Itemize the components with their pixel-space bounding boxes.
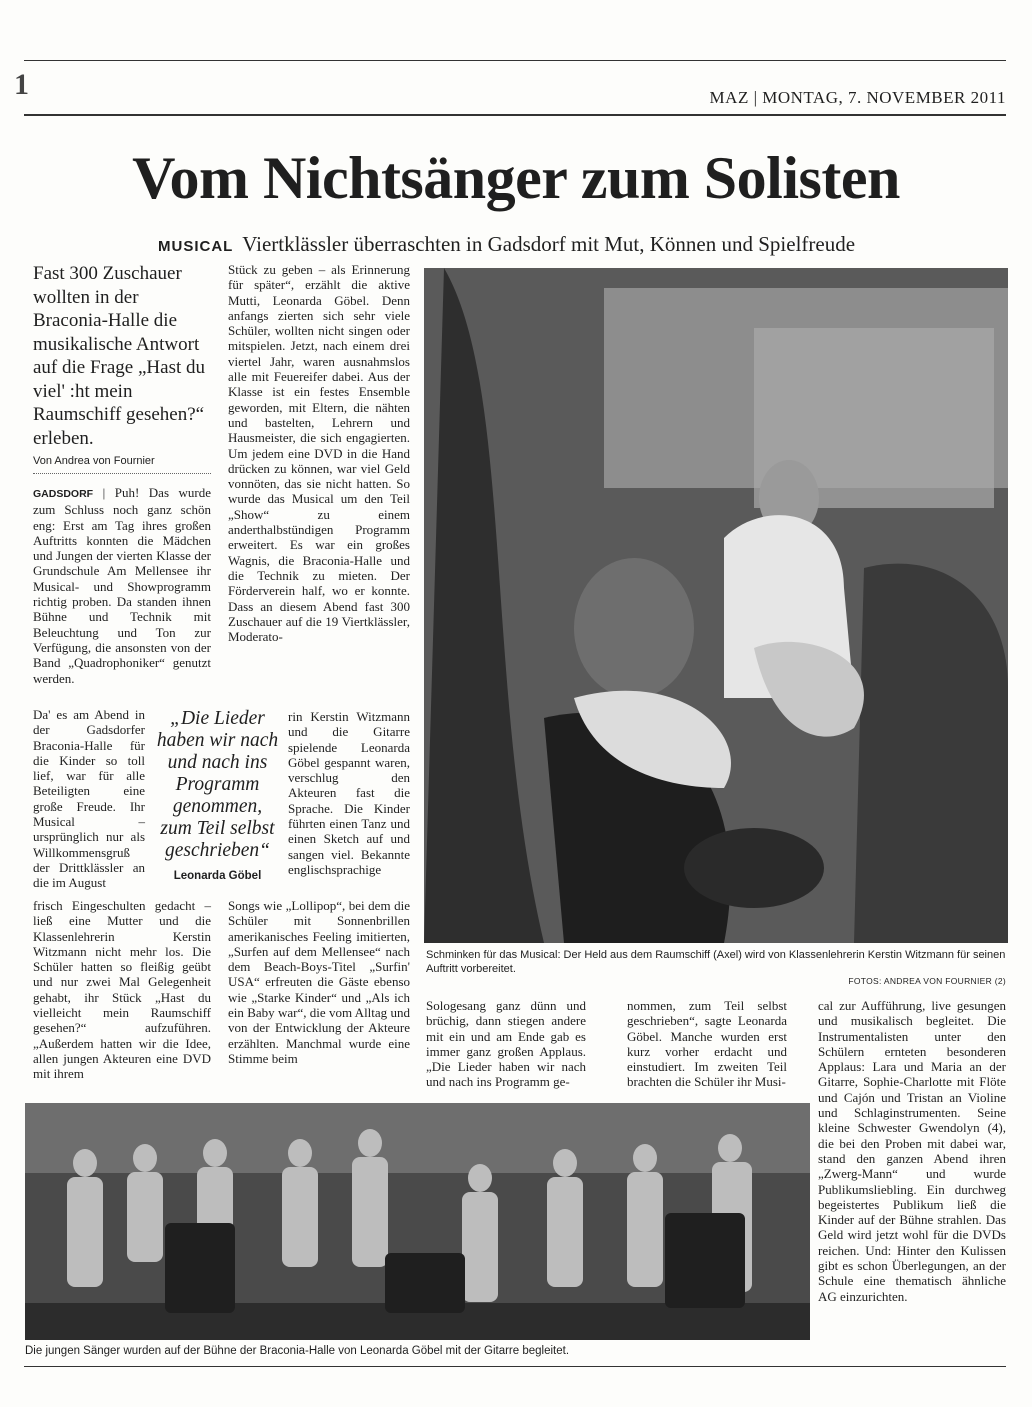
article-paragraph: Sologesang ganz dünn und brüchig, dann stiegen andere mit ein und am Ende gab es immer ganz großen Applaus. „Die Lieder haben wir nach und nach ins Programm ge- [426, 998, 586, 1090]
article-column-4 [627, 998, 787, 1090]
pull-quote-author: Leonarda Göbel [173, 870, 262, 882]
kicker-label: MUSICAL [158, 238, 234, 255]
photo-stage-caption: Die jungen Sänger wurden auf der Bühne der Braconia-Halle von Leonarda Göbel mit der Gitarre begleitet. [25, 1345, 570, 1357]
photo-stage-illustration [25, 1103, 810, 1340]
byline-divider [33, 473, 211, 474]
article-paragraph: frisch Eingeschulten gedacht – ließ eine Mutter und die Klassenlehrerin Kerstin Witzmann nicht mehr los. Die Schüler hatten so fleißig geübt und nur zwei Mal Gelegenheit gehabt, ihr Stück „Hast du vielleicht mein Raumschiff gesehen?“ aufzuführen. „Außerdem hatten wir die Idee, allen jungen Akteuren eine DVD mit ihrem [33, 898, 211, 1082]
article-column-5 [818, 998, 1006, 1304]
dateline: GADSDORF [33, 488, 94, 500]
article-column-3 [426, 998, 586, 1090]
article-column-2-narrow [288, 709, 410, 877]
article-paragraph: | Puh! Das wurde zum Schluss noch ganz schön eng: Erst am Tag ihres großen Auftritts konnten die Mädchen und Jungen der vierten Klasse der Grundschule Am Mellensee ihr Musical- und Showprogramm richtig proben. Da standen ihnen Bühne und Technik mit Beleuchtung und Ton zur Verfügung, die ansonsten von der Band „Quadrophoniker“ genutzt werden. [33, 485, 211, 686]
photo-makeup-illustration [424, 268, 1008, 943]
article-paragraph: Songs wie „Lollipop“, bei dem die Schüler mit Sonnenbrillen amerikanisches Feeling imitierten, „Surfen auf dem Mellensee“ nach dem Beach-Boys-Titel „Surfin' USA“ erfreuten die Gäste ebenso wie „Starke Kinder“ und „Als ich ein Baby war“, die vom Alltag und von der Entwicklung der Akteure erzählten. Manchmal wurde eine Stimme beim [228, 898, 410, 1066]
article-paragraph: nommen, zum Teil selbst geschrieben“, sagte Leonarda Göbel. Manche wurden erst kurz vorher erdacht und einstudiert. Im zweiten Teil brachten die Schüler ihr Musi- [627, 998, 787, 1090]
article-column-1-bottom [33, 898, 211, 1082]
header-rule [24, 114, 1006, 116]
page-number: 1 [14, 68, 29, 101]
article-column-1-top [33, 485, 211, 686]
top-rule [24, 60, 1006, 61]
headline: Vom Nichtsänger zum Solisten [132, 145, 900, 211]
intro-teaser: Fast 300 Zuschauer wollten in der Braconia-Halle die musikalische Antwort auf die Frage „Hast du viel' :ht mein Raumschiff gesehen?“ erleben. [33, 263, 205, 449]
subheadline [158, 232, 855, 257]
photo-credit: FOTOS: ANDREA VON FOURNIER (2) [848, 976, 1006, 986]
photo-stage [25, 1103, 810, 1340]
article-paragraph: Stück zu geben – als Erinnerung für später“, erzählt die aktive Mutti, Leonarda Göbel. Denn anfangs zierten sich sehr viele Schüler, wollten nicht singen oder mitspielen. Jetzt, nach einem drei viertel Jahr, waren ausnahmslos alle mit Feuereifer dabei. Aus der Klasse ist ein festes Ensemble geworden, mit Eltern, die nähten und bastelten, Lehrern und Hausmeister, die sich engagierten. Um jedem eine DVD in die Hand drücken zu können, war viel Geld vonnöten, das sie nicht hatten. So wurde das Musical um den Teil „Show“ zu einem anderthalbstündigen Programm erweitert. Es war ein großes Wagnis, die Braconia-Halle und die Technik zu mieten. Der Förderverein half, wo er konnte. Dass an diesem Abend fast 300 Zuschauer auf die 19 Viertklässler, Moderato- [228, 262, 410, 645]
article-column-2-top [228, 262, 410, 644]
article-paragraph: Da' es am Abend in der Gadsdorfer Braconia-Halle für die Kinder so toll lief, war für alle Beteiligten eine große Freude. Ihr Musical – ursprünglich nur als Willkommensgruß der Drittklässler an die im August [33, 707, 145, 891]
page-header: MAZ | MONTAG, 7. NOVEMBER 2011 [709, 88, 1006, 107]
bottom-rule [24, 1366, 1006, 1367]
pull-quote: „Die Lieder haben wir nach und nach ins Programm genommen, zum Teil selbst geschrieben“ [156, 708, 279, 861]
byline: Von Andrea von Fournier [33, 455, 155, 467]
article-paragraph: rin Kerstin Witzmann und die Gitarre spielende Leonarda Göbel gespannt waren, verschlug den Akteuren fast die Sprache. Die Kinder führten einen Tanz und einen Sketch auf und sangen viel. Bekannte englischsprachige [288, 709, 410, 877]
article-column-2-bottom [228, 898, 410, 1066]
article-column-1-narrow [33, 707, 145, 891]
photo-makeup-caption: Schminken für das Musical: Der Held aus dem Raumschiff (Axel) wird von Klassenlehrerin Kerstin Witzmann für seinen Auftritt vorbereitet. [426, 949, 1006, 975]
subheadline-text: Viertklässler überraschten in Gadsdorf mit Mut, Können und Spielfreude [242, 232, 856, 256]
article-paragraph: cal zur Aufführung, live gesungen und musikalisch begleitet. Die Instrumentalisten unter den Schülern ernteten besonderen Applaus: Lara und Maria an der Gitarre, Sophie-Charlotte mit Flöte und Cajón und Tristan an Violine und Schlaginstrumenten. Seine kleine Schwester Gwendolyn (4), die bei den Proben mit dabei war, stand den ganzen Abend ihren „Zwerg-Mann“ und wurde Publikumsliebling. Ein durchweg begeistertes Publikum ließ die Kinder auf der Bühne strahlen. Das Geld wird jetzt wohl für die DVDs reichen. Und: Hinter den Kulissen gibt es schon Überlegungen, an der Schule eine thematisch ähnliche AG einzurichten. [818, 998, 1006, 1304]
photo-makeup [424, 268, 1008, 943]
